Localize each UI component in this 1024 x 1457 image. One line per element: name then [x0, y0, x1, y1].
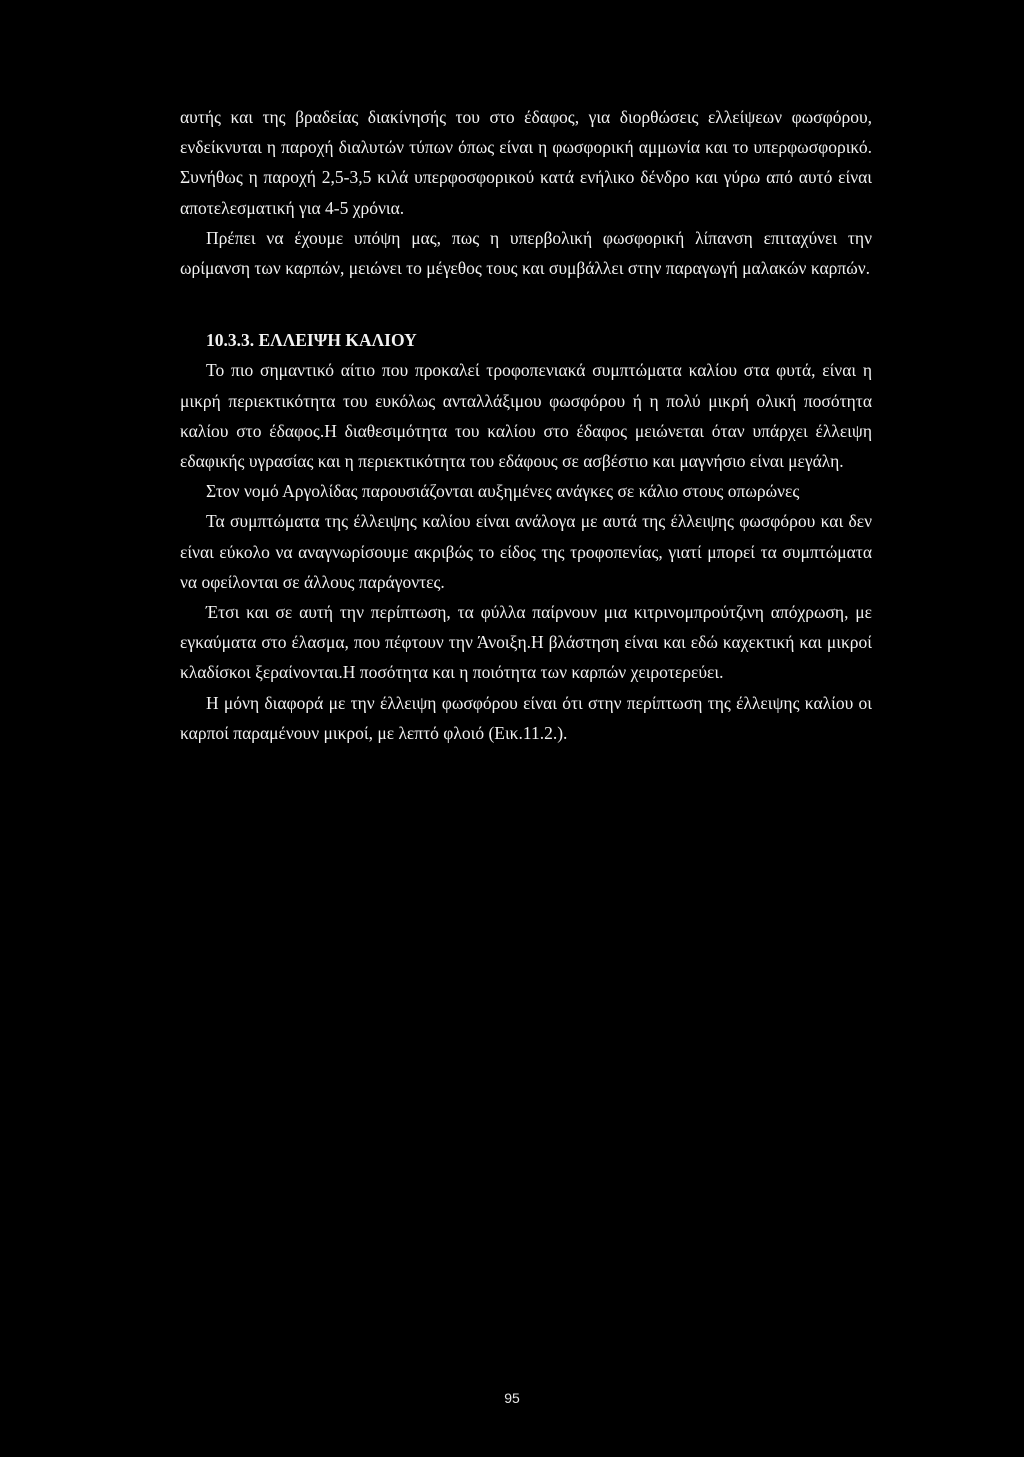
document-body — [180, 102, 872, 748]
section-heading: 10.3.3. ΕΛΛΕΙΨΗ ΚΑΛΙΟΥ — [206, 330, 417, 351]
paragraph-phosphorus-excess: Πρέπει να έχουμε υπόψη μας, πως η υπερβολική φωσφορική λίπανση επιταχύνει την ωρίμανση των καρπών, μειώνει το μέγεθος τους και συμβάλλει στην παραγωγή μαλακών καρπών. — [180, 227, 872, 279]
paragraph-difference: Η μόνη διαφορά με την έλλειψη φωσφόρου είναι ότι στην περίπτωση της έλλειψης καλίου οι καρποί παραμένουν μικροί, με λεπτό φλοιό (Εικ.11.2.). — [180, 692, 872, 743]
paragraph-symptoms: Τα συμπτώματα της έλλειψης καλίου είναι ανάλογα με αυτά της έλλειψης φωσφόρου και δεν είναι εύκολο να αναγνωρίσουμε ακριβώς το είδος της τροφοπενίας, γιατί μπορεί τα συμπτώματα να οφείλονται σε άλλους παράγοντες. — [180, 511, 872, 592]
paragraph-leaves: Έτσι και σε αυτή την περίπτωση, τα φύλλα παίρνουν μια κιτρινομπρούτζινη απόχρωση, με εγκαύματα στο έλασμα, που πέφτουν την Άνοιξη.Η βλάστηση είναι και εδώ καχεκτική και μικροί κλαδίσκοι ξεραίνονται.Η ποσότητα και η ποιότητα των καρπών χειροτερεύει. — [180, 602, 872, 683]
page-number: 95 — [504, 1390, 520, 1406]
paragraph-potassium-causes: Το πιο σημαντικό αίτιο που προκαλεί τροφοπενιακά συμπτώματα καλίου στα φυτά, είναι η μικρή περιεκτικότητα του ευκόλως ανταλλάξιμου φωσφόρου ή η πολύ μικρή ολική ποσότητα καλίου στο έδαφος.Η διαθεσιμότητα του καλίου στο έδαφος μειώνεται όταν υπάρχει έλλειψη εδαφικής υγρασίας και η περιεκτικότητα του εδάφους σε ασβέστιο και μαγνήσιο είναι μεγάλη. — [180, 360, 872, 472]
spacer — [180, 283, 872, 325]
paragraph-phosphorus-fertilization: αυτής και της βραδείας διακίνησής του στο έδαφος, για διορθώσεις ελλείψεων φωσφόρου, ενδείκνυται η παροχή διαλυτών τύπων όπως είναι η φωσφορική αμμωνία και το υπερφωσφορικό. Συνήθως η παροχή 2,5-3,5 κιλά υπερφοσφορικού κατά ενήλικο δένδρο και γύρω από αυτό είναι αποτελεσματική για 4-5 χρόνια. — [180, 107, 872, 218]
paragraph-argolida: Στον νομό Αργολίδας παρουσιάζονται αυξημένες ανάγκες σε κάλιο στους οπωρώνες — [206, 481, 800, 502]
